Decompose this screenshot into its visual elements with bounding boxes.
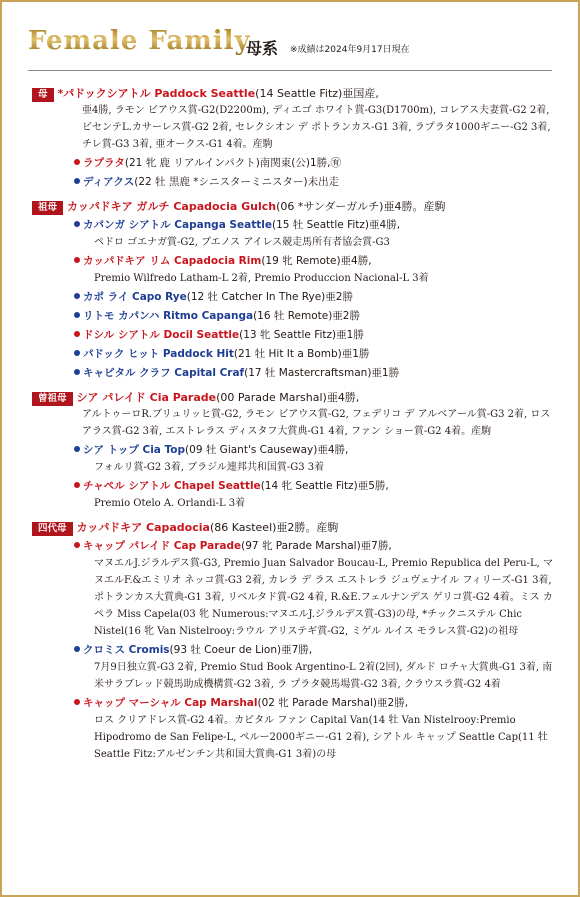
offspring-heading — [74, 174, 554, 191]
offspring-name: パドック ヒット Paddock Hit — [83, 348, 234, 360]
dam-name: カッパドキア Capadocia — [76, 521, 210, 534]
dam-info: (00 Parade Marshal)亜4勝, — [216, 391, 360, 404]
offspring-name: キャップ マーシャル Cap Marshal — [83, 697, 258, 709]
offspring-record: Premio Otelo A. Orlandi-L 3着 — [94, 498, 246, 509]
offspring-info: (21 牡 Hit It a Bomb)亜1勝 — [233, 348, 370, 360]
offspring-item — [74, 642, 554, 693]
offspring-name: ディアクス — [83, 176, 135, 188]
offspring-record: Premio Wilfredo Latham-L 2着, Premio Produccion Nacional-L 3着 — [94, 273, 429, 284]
offspring-record: マヌエルJ.ジラルデス賞-G3, Premio Juan Salvador Boucau-L, Premio Republica del Peru-L, マヌエルF.&エミリオ ネッコ賞-G3 2着, カレラ デ ラス エストレラ ジュヴェナイル フィリーズ-G1 3着, ポトランカス大賞典-G1 3着, リベルタド賞-G2 4着, R.&E.フェルナンデス ゲリコ賞-G2 4着。ミス カペラ Miss Capela(03 牝 Numerous:マヌエルJ.ジラルデス賞-G3)の母, *チックニステル Chic Nistel(16 牝 Van Nistelrooy:ラウル アリステギ賞-G2, ミゲル ルイス モラレス賞-G2)の祖母 — [94, 558, 553, 637]
dam-record: アルトゥーロR.ブリュリッヒ賞-G2, ラモン ビアウス賞-G2, フェデリコ デ アルベアール賞-G3 2着, ロス アラス賞-G2 3着, エストレラス ディスタフ大賞典-G1 4着, ファン ショー賞-G2 4着。産駒 — [82, 409, 551, 437]
offspring-item — [74, 695, 554, 763]
offspring-name: ドシル シアトル Docil Seattle — [83, 329, 240, 341]
offspring-name: シア トップ Cia Top — [83, 444, 186, 456]
bullet-icon — [74, 293, 80, 299]
bullet-icon — [74, 646, 80, 652]
bullet-icon — [74, 699, 80, 705]
offspring-name: キャピタル クラフ Capital Craf — [83, 367, 245, 379]
offspring-heading — [74, 642, 554, 659]
offspring-heading — [74, 327, 554, 344]
offspring-item — [74, 174, 554, 191]
offspring-info: (14 牝 Seattle Fitz)亜5勝, — [260, 480, 389, 492]
offspring-heading — [74, 155, 554, 172]
dam-name: カッパドキア ガルチ Capadocia Gulch — [67, 200, 277, 213]
page-title: Female Family — [28, 26, 251, 56]
offspring-record: 7月9日独立賞-G3 2着, Premio Stud Book Argentino-L 2着(2回), ダルド ロチャ大賞典-G1 3着, 南米サラブレッド競馬助成機構賞-G2 3着, ラ プラタ競馬場賞-G2 3着, クラウスラ賞-G2 4着 — [94, 662, 553, 690]
offspring-heading — [74, 308, 554, 325]
offspring-info: (22 牡 黒鹿 *シニスターミニスター)未出走 — [134, 176, 340, 188]
offspring-name: カポ ライ Capo Rye — [83, 291, 187, 303]
page-subtitle: 母系 — [246, 39, 279, 58]
bullet-icon — [74, 350, 80, 356]
bullet-icon — [74, 482, 80, 488]
offspring-info: (12 牡 Catcher In The Rye)亜2勝 — [186, 291, 353, 303]
generation-heading — [32, 86, 554, 102]
offspring-heading — [74, 253, 554, 270]
offspring-name: クロミス Cromis — [83, 644, 170, 656]
generation-heading — [32, 390, 554, 406]
offspring-heading — [74, 217, 554, 234]
bullet-icon — [74, 221, 80, 227]
date-note: ※成績は2024年9月17日現在 — [290, 45, 410, 55]
offspring-item — [74, 217, 554, 251]
offspring-record: ロス クリアドレス賞-G2 4着。カピタル ファン Capital Van(14 牡 Van Nistelrooy:Premio Hipodromo de San Felipe-L, ペルー2000ギニー-G1 2着), シアトル キャップ Seattle Cap(11 牡 Seattle Fitz:アルゼンチン共和国大賞典-G1 3着)の母 — [94, 715, 548, 760]
bullet-icon — [74, 312, 80, 318]
dam-name: *パドックシアトル Paddock Seattle — [57, 87, 256, 100]
bullet-icon — [74, 159, 80, 165]
offspring-item — [74, 155, 554, 172]
offspring-info: (13 牝 Seattle Fitz)亜1勝 — [239, 329, 364, 341]
dam-info: (06 *サンダーガルチ)亜4勝。産駒 — [276, 200, 446, 213]
offspring-name: リトモ カパンハ Ritmo Capanga — [83, 310, 254, 322]
offspring-name: チャペル シアトル Chapel Seattle — [83, 480, 261, 492]
offspring-heading — [74, 346, 554, 363]
bullet-icon — [74, 257, 80, 263]
offspring-name: ラプラタ — [83, 157, 125, 169]
offspring-heading — [74, 538, 554, 555]
dam-name: シア パレイド Cia Parade — [76, 391, 217, 404]
offspring-heading — [74, 478, 554, 495]
header — [28, 26, 552, 72]
offspring-info: (17 牡 Mastercraftsman)亜1勝 — [244, 367, 400, 379]
offspring-record: ペドロ ゴエナガ賞-G2, ブエノス アイレス競走馬所有者協会賞-G3 — [94, 237, 390, 248]
offspring-item — [74, 478, 554, 512]
generation-badge: 母 — [32, 88, 54, 102]
offspring-heading — [74, 365, 554, 382]
bullet-icon — [74, 369, 80, 375]
offspring-heading — [74, 442, 554, 459]
offspring-info: (97 牝 Parade Marshal)亜7勝, — [241, 540, 392, 552]
bullet-icon — [74, 446, 80, 452]
offspring-info: (15 牡 Seattle Fitz)亜4勝, — [271, 219, 401, 231]
generation-block — [32, 520, 554, 763]
dam-info: (86 Kasteel)亜2勝。産駒 — [209, 521, 339, 534]
bullet-icon — [74, 331, 80, 337]
offspring-item — [74, 308, 554, 325]
offspring-item — [74, 442, 554, 476]
offspring-info: (93 牡 Coeur de Lion)亜7勝, — [169, 644, 313, 656]
offspring-heading — [74, 695, 554, 712]
offspring-info: (02 牝 Parade Marshal)亜2勝, — [257, 697, 409, 709]
offspring-name: カパンガ シアトル Capanga Seattle — [83, 219, 272, 231]
offspring-record: フォルリ賞-G2 3着, ブラジル連邦共和国賞-G3 3着 — [94, 462, 325, 473]
generation-heading — [32, 199, 554, 215]
generation-block — [32, 86, 554, 191]
offspring-item — [74, 327, 554, 344]
generation-heading — [32, 520, 554, 536]
bullet-icon — [74, 542, 80, 548]
generation-badge: 四代母 — [32, 522, 73, 536]
offspring-name: カッパドキア リム Capadocia Rim — [83, 255, 262, 267]
offspring-item — [74, 289, 554, 306]
offspring-item — [74, 253, 554, 287]
dam-info: (14 Seattle Fitz)亜国産, — [255, 87, 379, 100]
generation-block — [32, 390, 554, 512]
offspring-heading — [74, 289, 554, 306]
offspring-item — [74, 346, 554, 363]
offspring-info: (09 牡 Giant's Causeway)亜4勝, — [185, 444, 349, 456]
generation-badge: 祖母 — [32, 201, 63, 215]
offspring-info: (19 牝 Remote)亜4勝, — [261, 255, 372, 267]
generation-block — [32, 199, 554, 382]
generation-badge: 曽祖母 — [32, 392, 73, 406]
header-divider — [28, 70, 552, 71]
offspring-item — [74, 365, 554, 382]
offspring-item — [74, 538, 554, 640]
offspring-name: キャップ パレイド Cap Parade — [83, 540, 242, 552]
offspring-info: (21 牝 鹿 リアルインパクト)南関東(公)1勝,㊒ — [124, 157, 342, 169]
family-list — [32, 86, 554, 771]
bullet-icon — [74, 178, 80, 184]
offspring-info: (16 牡 Remote)亜2勝 — [253, 310, 360, 322]
dam-record: 亜4勝, ラモン ビアウス賞-G2(D2200m), ディエゴ ホワイト賞-G3(D1700m), コレアス夫妻賞-G2 2着, ビセンテL.カサーレス賞-G2 2着, セレクシオン デ ポトランカス-G1 3着, ラプラタ1000ギニー-G2 3着, チレ賞-G3 3着, 亜オークス-G1 4着。産駒 — [82, 105, 551, 150]
